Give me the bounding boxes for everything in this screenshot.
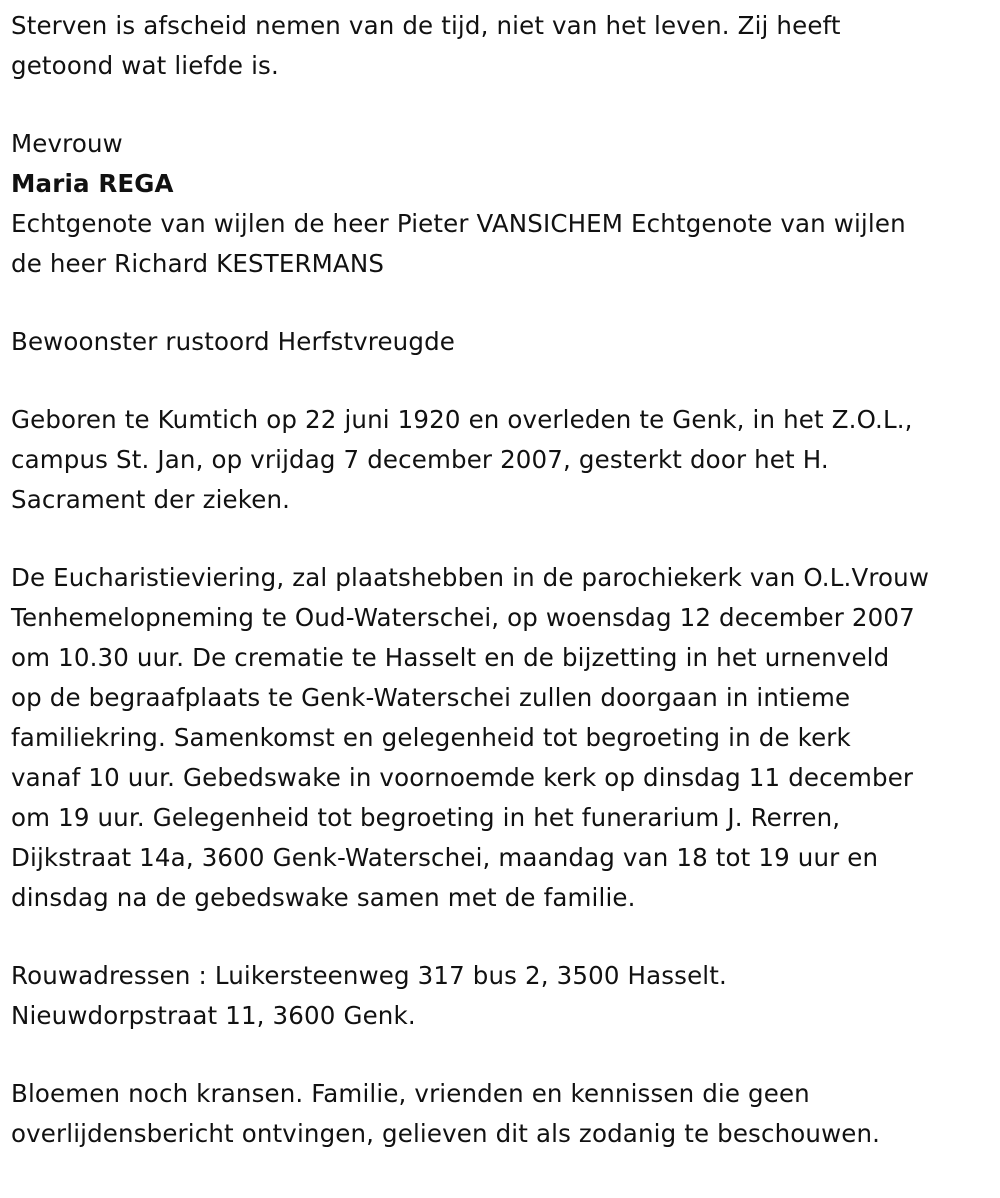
spacer <box>11 918 996 956</box>
residence-text: Bewoonster rustoord Herfstvreugde <box>11 327 455 356</box>
deceased-name: Maria REGA <box>11 169 174 198</box>
spacer <box>11 362 996 400</box>
addresses-text: Rouwadressen : Luikersteenweg 317 bus 2, 3500 Hasselt. Nieuwdorpstraat 11, 3600 Genk. <box>11 961 727 1030</box>
spacer <box>11 86 996 124</box>
title-prefix: Mevrouw <box>11 129 123 158</box>
ceremony-text: De Eucharistieviering, zal plaatshebben in de parochiekerk van O.L.Vrouw Tenhemelopneming te Oud-Waterschei, op woensdag 12 december 2007 om 10.30 uur. De crematie te Hasselt en de bijzetting in het urnenveld op de begraafplaats te Genk-Waterschei zullen doorgaan in intieme familiekring. Samenkomst en gelegenheid tot begroeting in de kerk vanaf 10 uur. Gebedswake in voornoemde kerk op dinsdag 11 december om 19 uur. Gelegenheid tot begroeting in het funerarium J. Rerren, Dijkstraat 14a, 3600 Genk-Waterschei, maandag van 18 tot 19 uur en dinsdag na de gebedswake samen met de familie. <box>11 563 930 912</box>
intro-quote: Sterven is afscheid nemen van de tijd, niet van het leven. Zij heeft getoond wat liefde is. <box>11 11 841 80</box>
obituary-document <box>11 6 996 1154</box>
closing-text: Bloemen noch kransen. Familie, vrienden en kennissen die geen overlijdensbericht ontvingen, gelieven dit als zodanig te beschouwen. <box>11 1079 881 1148</box>
spacer <box>11 284 996 322</box>
spacer <box>11 1036 996 1074</box>
spouses-text: Echtgenote van wijlen de heer Pieter VANSICHEM Echtgenote van wijlen de heer Richard KESTERMANS <box>11 209 906 278</box>
spacer <box>11 520 996 558</box>
birth-death-text: Geboren te Kumtich op 22 juni 1920 en overleden te Genk, in het Z.O.L., campus St. Jan, op vrijdag 7 december 2007, gesterkt door het H. Sacrament der zieken. <box>11 405 913 514</box>
